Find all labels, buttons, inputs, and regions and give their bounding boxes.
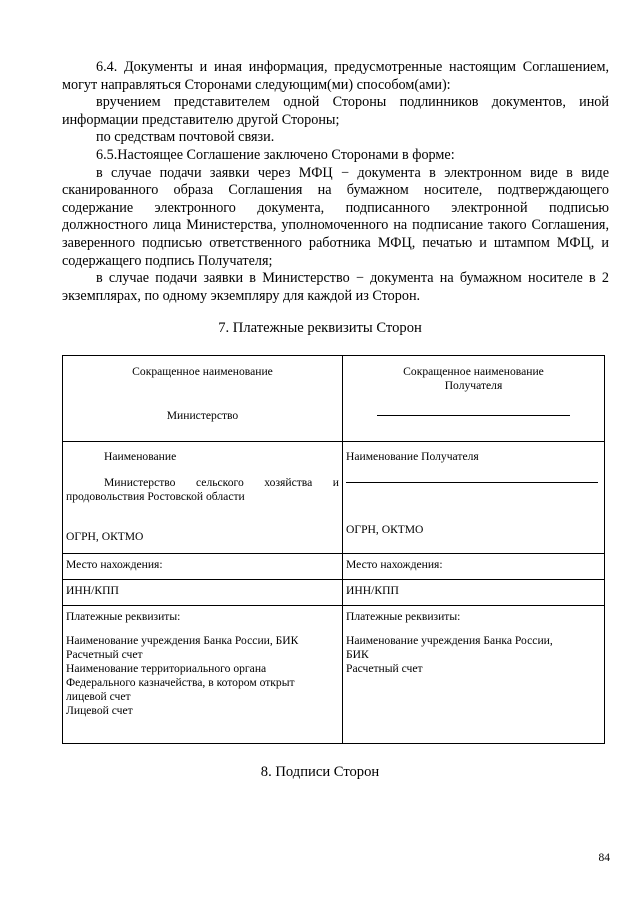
agreement-text: [62, 59, 609, 305]
recipient-name-label: Наименование Получателя: [346, 450, 479, 463]
paragraph-mfc: в случае подачи заявки через МФЦ − документа в электронном виде в виде сканированного образа Соглашения на бумажном носителе, подтверждающего содержание электронного документа, подписанного электронной подписью должностного лица Министерства, уполномоченного на подписание такого Соглашения, заверенного подписью ответственного работника МФЦ, печатью и штампом МФЦ, и содержащего подпись Получателя;: [62, 164, 609, 269]
treasury-name-label-2: Федерального казначейства, в котором открыт: [66, 676, 295, 689]
short-name-value: Министерство: [166, 409, 239, 422]
paragraph-6-4: 6.4. Документы и иная информация, предусмотренные настоящим Соглашением, могут направляться Сторонами следующим(ми) способом(ами):: [62, 59, 609, 93]
ministry-payment-details-cell: [63, 606, 343, 744]
section-7-title: 7. Платежные реквизиты Сторон: [218, 320, 422, 336]
recipient-short-name-label-1: Сокращенное наименование: [403, 365, 544, 378]
ministry-codes-label: ОГРН, ОКТМО: [66, 530, 144, 543]
paragraph-6-5: 6.5.Настоящее Соглашение заключено Сторонами в форме:: [96, 146, 455, 163]
personal-account-label: Лицевой счет: [66, 704, 133, 717]
table-row: [63, 554, 605, 580]
recipient-name-blank: [346, 482, 598, 483]
payment-details-table: [62, 355, 605, 744]
name-label: Наименование: [104, 450, 177, 463]
paragraph-post: по средствам почтовой связи.: [96, 129, 275, 146]
ministry-name-line-2: продовольствия Ростовской области: [66, 490, 245, 503]
table-row: [63, 580, 605, 606]
recipient-inn-kpp-cell: ИНН/КПП: [343, 580, 605, 606]
table-row: [63, 606, 605, 744]
recipient-payment-details-title: Платежные реквизиты:: [346, 610, 461, 623]
page-number: 84: [598, 852, 610, 864]
ministry-name-cell: [63, 442, 343, 554]
ministry-location-cell: Место нахождения:: [63, 554, 343, 580]
ministry-name-line-1: Министерство сельского хозяйства и: [104, 476, 339, 489]
recipient-short-name-cell: [343, 356, 605, 442]
recipient-payment-details-cell: [343, 606, 605, 744]
bank-name-bik-label: Наименование учреждения Банка России, БИК: [66, 634, 299, 647]
paragraph-ministry: в случае подачи заявки в Министерство − документа на бумажном носителе в 2 экземплярах, по одному экземпляру для каждой из Сторон.: [62, 270, 609, 304]
payment-details-title: Платежные реквизиты:: [66, 610, 181, 623]
short-name-label: Сокращенное наименование: [132, 365, 273, 378]
recipient-location-cell: Место нахождения:: [343, 554, 605, 580]
treasury-name-label-3: лицевой счет: [66, 690, 131, 703]
recipient-settlement-account-label: Расчетный счет: [346, 662, 423, 675]
recipient-name-cell: [343, 442, 605, 554]
table-row: [63, 356, 605, 442]
section-8-title: 8. Подписи Сторон: [260, 764, 380, 780]
ministry-short-name-cell: [63, 356, 343, 442]
recipient-short-name-blank: [377, 415, 570, 416]
recipient-codes-label: ОГРН, ОКТМО: [346, 523, 424, 536]
settlement-account-label: Расчетный счет: [66, 648, 143, 661]
recipient-bank-name-label: Наименование учреждения Банка России,: [346, 634, 553, 647]
treasury-name-label-1: Наименование территориального органа: [66, 662, 267, 675]
ministry-inn-kpp-cell: ИНН/КПП: [63, 580, 343, 606]
recipient-bik-label: БИК: [346, 648, 369, 661]
recipient-short-name-label-2: Получателя: [444, 379, 503, 392]
table-row: [63, 442, 605, 554]
paragraph-delivery: вручением представителем одной Стороны подлинников документов, иной информации представителю другой Стороны;: [62, 94, 609, 128]
